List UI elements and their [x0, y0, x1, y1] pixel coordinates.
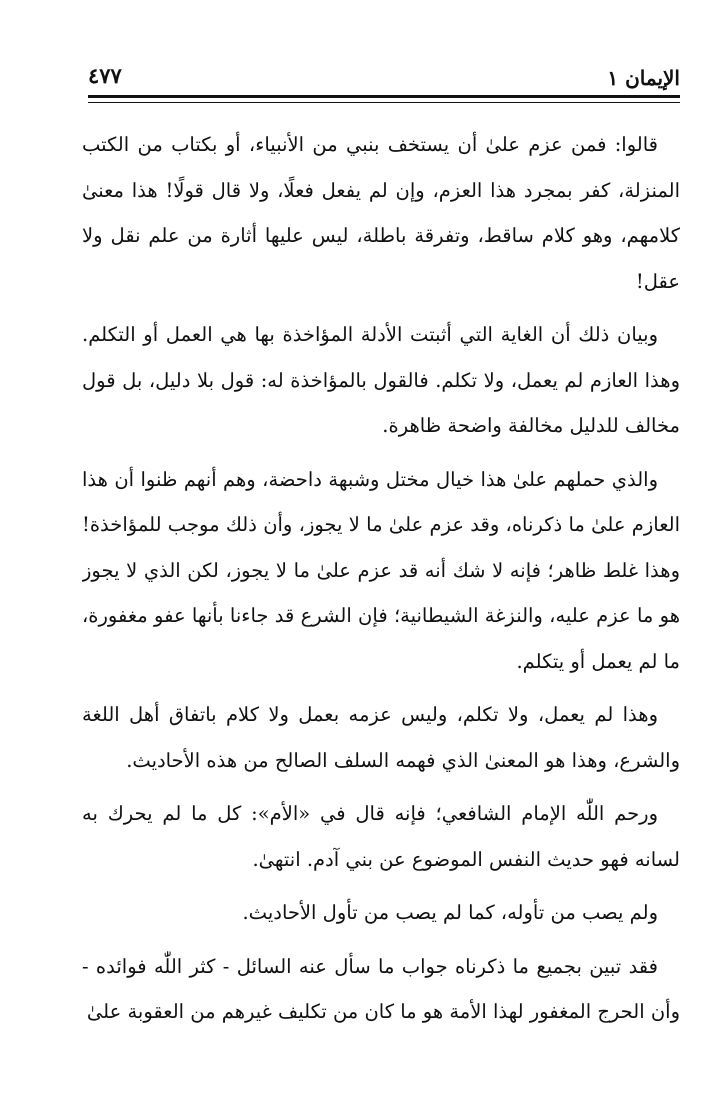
paragraph: ولم يصب من تأوله، كما لم يصب من تأول الأحاديث.	[242, 901, 658, 924]
paragraph: والذي حملهم علىٰ هذا خيال مختل وشبهة داحضة، وهم أنهم ظنوا أن هذا العازم علىٰ ما ذكرناه، وقد عزم علىٰ ما لا يجوز، وأن ذلك موجب للمؤاخذة! وهذا غلط ظاهر؛ فإنه لا شك أنه قد عزم علىٰ ما لا يجوز، لكن الذي لا يجوز هو ما عزم عليه، والنزغة الشيطانية؛ فإن الشرع قد جاءنا بأنها عفو مغفورة، ما لم يعمل أو يتكلم.	[82, 467, 680, 673]
header-rule-thick	[88, 95, 680, 98]
paragraph: وهذا لم يعمل، ولا تكلم، وليس عزمه بعمل ولا كلام باتفاق أهل اللغة والشرع، وهذا هو المعنىٰ الذي فهمه السلف الصالح من هذه الأحاديث.	[82, 703, 680, 772]
page-number: ٤٧٧	[88, 63, 122, 88]
paragraph: قالوا: فمن عزم علىٰ أن يستخف بنبي من الأنبياء، أو بكتاب من الكتب المنزلة، كفر بمجرد هذا العزم، وإن لم يفعل فعلًا، ولا قال قولًا! هذا معنىٰ كلامهم، وهو كلام ساقط، وتفرقة باطلة، ليس عليها أثارة من علم نقل ولا عقل!	[82, 133, 680, 293]
paragraph: ورحم اللّٰه الإمام الشافعي؛ فإنه قال في «الأم»: كل ما لم يحرك به لسانه فهو حديث النفس الموضوع عن بني آدم. انتهىٰ.	[82, 802, 680, 871]
header-rule-thin	[88, 102, 680, 103]
page-header	[88, 58, 680, 94]
paragraph: وبيان ذلك أن الغاية التي أثبتت الأدلة المؤاخذة بها هي العمل أو التكلم. وهذا العازم لم يعمل، ولا تكلم. فالقول بالمؤاخذة له: قول بلا دليل، بل قول مخالف للدليل مخالفة واضحة ظاهرة.	[82, 323, 680, 437]
body-text	[82, 122, 680, 1097]
paragraph: فقد تبين بجميع ما ذكرناه جواب ما سأل عنه السائل - كثر اللّٰه فوائده - وأن الحرج المغفور لهذا الأمة هو ما كان من تكليف غيرهم من العقوبة علىٰ	[82, 954, 680, 1023]
running-title: الإيمان ١	[607, 66, 680, 90]
